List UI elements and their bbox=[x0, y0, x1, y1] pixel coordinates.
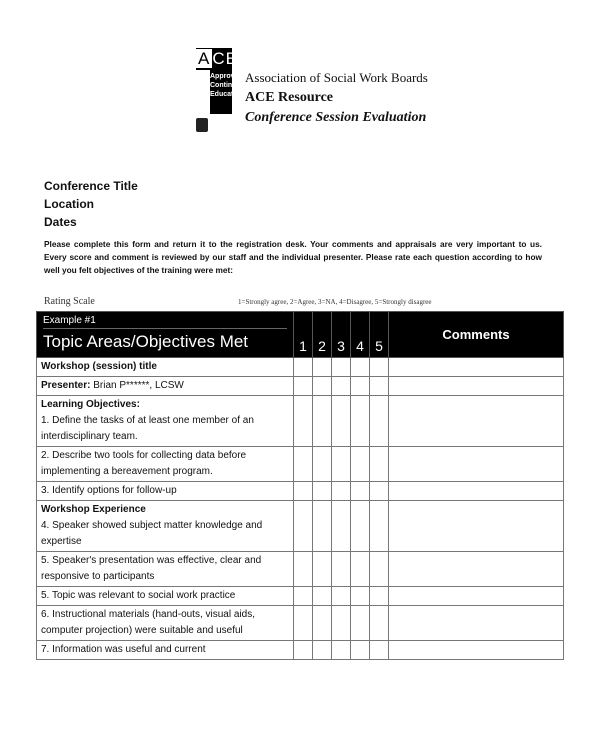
row-text: 1. Define the tasks of at least one member of an interdisciplinary team. bbox=[41, 415, 254, 442]
score-cell-3[interactable] bbox=[332, 501, 351, 552]
score-cell-4[interactable] bbox=[351, 377, 370, 396]
table-row bbox=[37, 552, 564, 587]
table-row bbox=[37, 396, 564, 447]
score-cell-2[interactable] bbox=[313, 396, 332, 447]
score-cell-5[interactable] bbox=[370, 447, 389, 482]
topic-cell bbox=[37, 501, 294, 552]
row-text: 4. Speaker showed subject matter knowledge and expertise bbox=[41, 520, 263, 547]
comments-cell[interactable] bbox=[389, 396, 564, 447]
score-cell-4[interactable] bbox=[351, 358, 370, 377]
row-text: 5. Topic was relevant to social work practice bbox=[41, 590, 236, 601]
score-cell-3[interactable] bbox=[332, 641, 351, 660]
row-heading: Workshop Experience bbox=[41, 504, 146, 515]
approved-badge: Approved Continuing Education bbox=[210, 70, 232, 114]
score-cell-1[interactable] bbox=[294, 358, 313, 377]
score-cell-1[interactable] bbox=[294, 641, 313, 660]
header bbox=[245, 68, 428, 128]
score-cell-1[interactable] bbox=[294, 587, 313, 606]
score-cell-3[interactable] bbox=[332, 396, 351, 447]
score-header-4: 4 bbox=[351, 312, 370, 358]
comments-header: Comments bbox=[389, 312, 564, 358]
dates-label: Dates bbox=[44, 215, 77, 229]
table-row bbox=[37, 377, 564, 396]
score-cell-5[interactable] bbox=[370, 641, 389, 660]
table-row bbox=[37, 482, 564, 501]
score-cell-4[interactable] bbox=[351, 552, 370, 587]
topic-cell bbox=[37, 358, 294, 377]
comments-cell[interactable] bbox=[389, 501, 564, 552]
row-heading: Workshop (session) title bbox=[41, 361, 157, 372]
score-cell-4[interactable] bbox=[351, 396, 370, 447]
score-cell-3[interactable] bbox=[332, 606, 351, 641]
resource-name: ACE Resource bbox=[245, 90, 334, 105]
score-cell-3[interactable] bbox=[332, 358, 351, 377]
comments-cell[interactable] bbox=[389, 482, 564, 501]
row-text: 2. Describe two tools for collecting data before implementing a bereavement program. bbox=[41, 450, 247, 477]
score-cell-1[interactable] bbox=[294, 377, 313, 396]
score-header-2: 2 bbox=[313, 312, 332, 358]
score-cell-3[interactable] bbox=[332, 552, 351, 587]
score-cell-4[interactable] bbox=[351, 606, 370, 641]
score-header-5: 5 bbox=[370, 312, 389, 358]
rating-scale-label: Rating Scale bbox=[44, 296, 95, 307]
row-heading: Presenter: bbox=[41, 380, 91, 391]
row-heading: Learning Objectives: bbox=[41, 399, 140, 410]
score-cell-5[interactable] bbox=[370, 396, 389, 447]
score-header-1: 1 bbox=[294, 312, 313, 358]
topic-cell bbox=[37, 396, 294, 447]
topic-cell bbox=[37, 447, 294, 482]
topic-cell bbox=[37, 606, 294, 641]
score-cell-2[interactable] bbox=[313, 377, 332, 396]
score-cell-1[interactable] bbox=[294, 396, 313, 447]
comments-cell[interactable] bbox=[389, 587, 564, 606]
score-cell-4[interactable] bbox=[351, 482, 370, 501]
row-text: 5. Speaker's presentation was effective, clear and responsive to participants bbox=[41, 555, 262, 582]
score-cell-3[interactable] bbox=[332, 377, 351, 396]
example-label: Example #1 bbox=[43, 314, 287, 329]
score-cell-5[interactable] bbox=[370, 482, 389, 501]
comments-cell[interactable] bbox=[389, 377, 564, 396]
score-cell-5[interactable] bbox=[370, 587, 389, 606]
score-cell-4[interactable] bbox=[351, 501, 370, 552]
score-header-3: 3 bbox=[332, 312, 351, 358]
score-cell-2[interactable] bbox=[313, 587, 332, 606]
row-text: 7. Information was useful and current bbox=[41, 644, 206, 655]
score-cell-5[interactable] bbox=[370, 606, 389, 641]
score-cell-3[interactable] bbox=[332, 482, 351, 501]
comments-cell[interactable] bbox=[389, 552, 564, 587]
comments-cell[interactable] bbox=[389, 358, 564, 377]
score-cell-2[interactable] bbox=[313, 358, 332, 377]
score-cell-4[interactable] bbox=[351, 447, 370, 482]
comments-cell[interactable] bbox=[389, 641, 564, 660]
score-cell-1[interactable] bbox=[294, 482, 313, 501]
ace-logo bbox=[196, 48, 247, 140]
form-title: Conference Session Evaluation bbox=[245, 110, 427, 125]
row-text: 3. Identify options for follow-up bbox=[41, 485, 177, 496]
score-cell-5[interactable] bbox=[370, 552, 389, 587]
evaluation-table bbox=[36, 311, 564, 660]
comments-cell[interactable] bbox=[389, 447, 564, 482]
score-cell-5[interactable] bbox=[370, 358, 389, 377]
score-cell-1[interactable] bbox=[294, 501, 313, 552]
score-cell-1[interactable] bbox=[294, 606, 313, 641]
table-row bbox=[37, 358, 564, 377]
topic-header bbox=[37, 312, 294, 358]
topic-cell bbox=[37, 587, 294, 606]
ace-logo-text: A CE bbox=[198, 49, 238, 68]
conference-info bbox=[44, 177, 138, 231]
org-name: Association of Social Work Boards bbox=[245, 70, 428, 85]
location-label: Location bbox=[44, 197, 94, 211]
topic-cell bbox=[37, 377, 294, 396]
rating-scale-legend: 1=Strongly agree, 2=Agree, 3=NA, 4=Disagree, 5=Strongly disagree bbox=[238, 298, 432, 306]
row-text: 6. Instructional materials (hand-outs, visual aids, computer projection) were suitable and useful bbox=[41, 609, 255, 636]
score-cell-2[interactable] bbox=[313, 501, 332, 552]
table-row bbox=[37, 447, 564, 482]
table-row bbox=[37, 641, 564, 660]
score-cell-3[interactable] bbox=[332, 447, 351, 482]
score-cell-5[interactable] bbox=[370, 377, 389, 396]
row-text: Brian P******, LCSW bbox=[90, 380, 184, 391]
topic-heading: Topic Areas/Objectives Met bbox=[43, 332, 249, 351]
score-cell-1[interactable] bbox=[294, 552, 313, 587]
score-cell-1[interactable] bbox=[294, 447, 313, 482]
score-cell-4[interactable] bbox=[351, 641, 370, 660]
table-row bbox=[37, 501, 564, 552]
aswb-seal-icon bbox=[196, 118, 232, 132]
score-cell-2[interactable] bbox=[313, 447, 332, 482]
score-cell-2[interactable] bbox=[313, 482, 332, 501]
score-cell-2[interactable] bbox=[313, 552, 332, 587]
score-cell-2[interactable] bbox=[313, 641, 332, 660]
instructions: Please complete this form and return it to the registration desk. Your comments and appraisals are very important to us. Every score and comment is reviewed by our staff and the individual presenter. Please rate each question according to how well you felt objectives of the training were met: bbox=[44, 239, 542, 275]
table-row bbox=[37, 587, 564, 606]
conference-title-label: Conference Title bbox=[44, 179, 138, 193]
table-row bbox=[37, 606, 564, 641]
topic-cell bbox=[37, 552, 294, 587]
score-cell-5[interactable] bbox=[370, 501, 389, 552]
score-cell-4[interactable] bbox=[351, 587, 370, 606]
topic-cell bbox=[37, 641, 294, 660]
score-cell-2[interactable] bbox=[313, 606, 332, 641]
topic-cell bbox=[37, 482, 294, 501]
score-cell-3[interactable] bbox=[332, 587, 351, 606]
comments-cell[interactable] bbox=[389, 606, 564, 641]
